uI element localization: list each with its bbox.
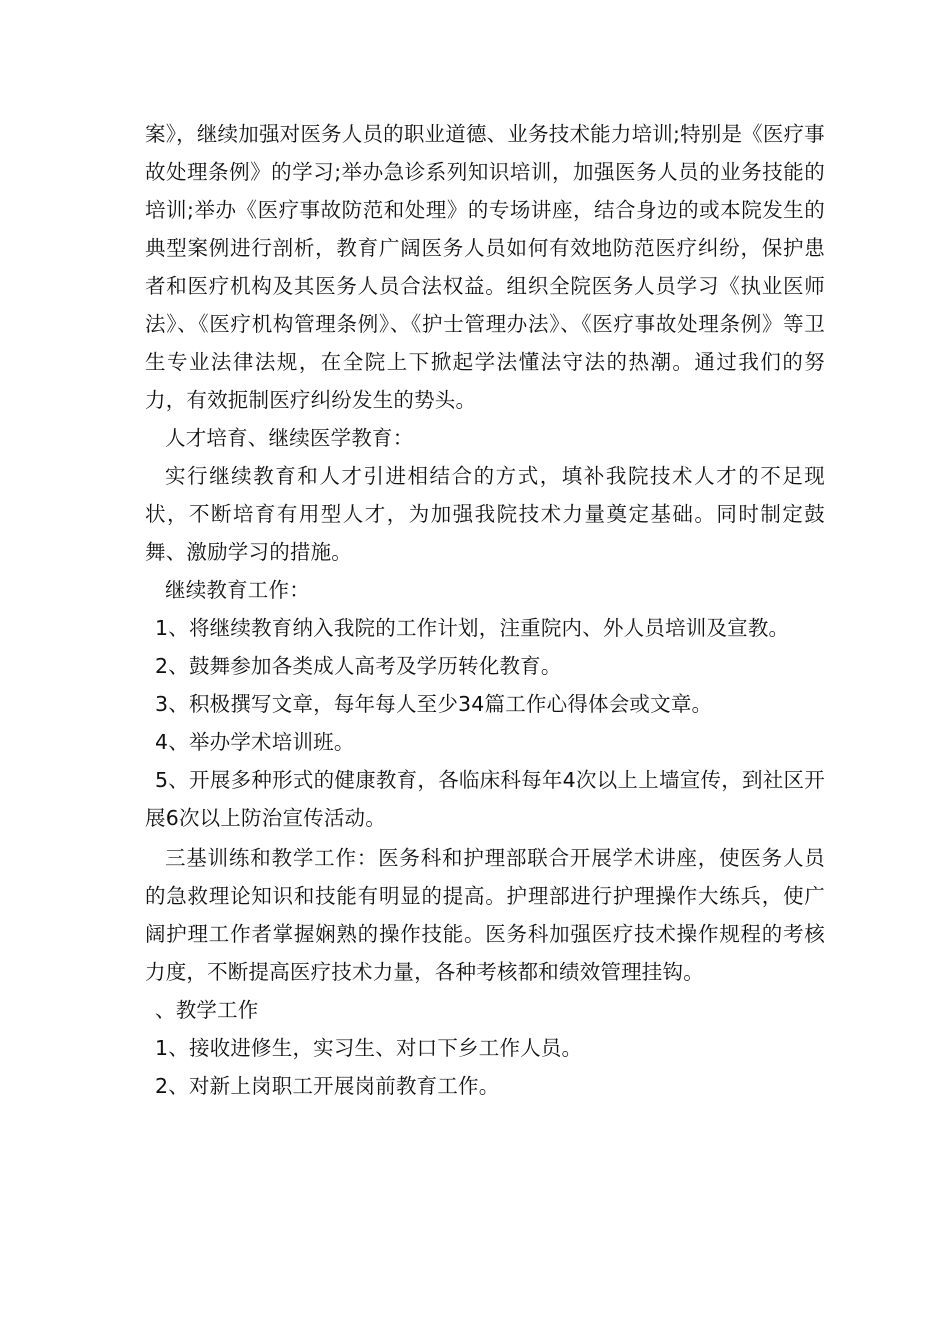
list-item: 1、将继续教育纳入我院的工作计划，注重院内、外人员培训及宣教。 [155, 616, 790, 640]
document-body [145, 115, 825, 1105]
list-item: 5、开展多种形式的健康教育，各临床科每年4次以上上墙宣传，到社区开展6次以上防治宣传活动。 [145, 768, 825, 830]
list-item: 1、接收进修生，实习生、对口下乡工作人员。 [155, 1036, 583, 1060]
paragraph-basic-training: 三基训练和教学工作：医务科和护理部联合开展学术讲座，使医务人员的急救理论知识和技能有明显的提高。护理部进行护理操作大练兵，使广阔护理工作者掌握娴熟的操作技能。医务科加强医疗技术操作规程的考核力度，不断提高医疗技术力量，各种考核都和绩效管理挂钩。 [145, 846, 825, 984]
heading-teaching-work: 、教学工作 [155, 998, 259, 1022]
list-item: 2、对新上岗职工开展岗前教育工作。 [155, 1074, 500, 1098]
list-item: 3、积极撰写文章，每年每人至少34篇工作心得体会或文章。 [155, 692, 713, 716]
list-item: 4、举办学术培训班。 [155, 730, 355, 754]
paragraph-talent-education: 实行继续教育和人才引进相结合的方式，填补我院技术人才的不足现状，不断培育有用型人才，为加强我院技术力量奠定基础。同时制定鼓舞、激励学习的措施。 [145, 464, 825, 564]
list-item: 2、鼓舞参加各类成人高考及学历转化教育。 [155, 654, 562, 678]
heading-talent-education: 人才培育、继续医学教育： [165, 426, 414, 450]
paragraph-training-law: 案》，继续加强对医务人员的职业道德、业务技术能力培训;特别是《医疗事故处理条例》的学习;举办急诊系列知识培训，加强医务人员的业务技能的培训;举办《医疗事故防范和处理》的专场讲座，结合身边的或本院发生的典型案例进行剖析，教育广阔医务人员如何有效地防范医疗纠纷，保护患者和医疗机构及其医务人员合法权益。组织全院医务人员学习《执业医师法》、《医疗机构管理条例》、《护士管理办法》、《医疗事故处理条例》等卫生专业法律法规，在全院上下掀起学法懂法守法的热潮。通过我们的努力，有效扼制医疗纠纷发生的势头。 [145, 122, 825, 412]
heading-continuing-education: 继续教育工作： [165, 578, 310, 602]
